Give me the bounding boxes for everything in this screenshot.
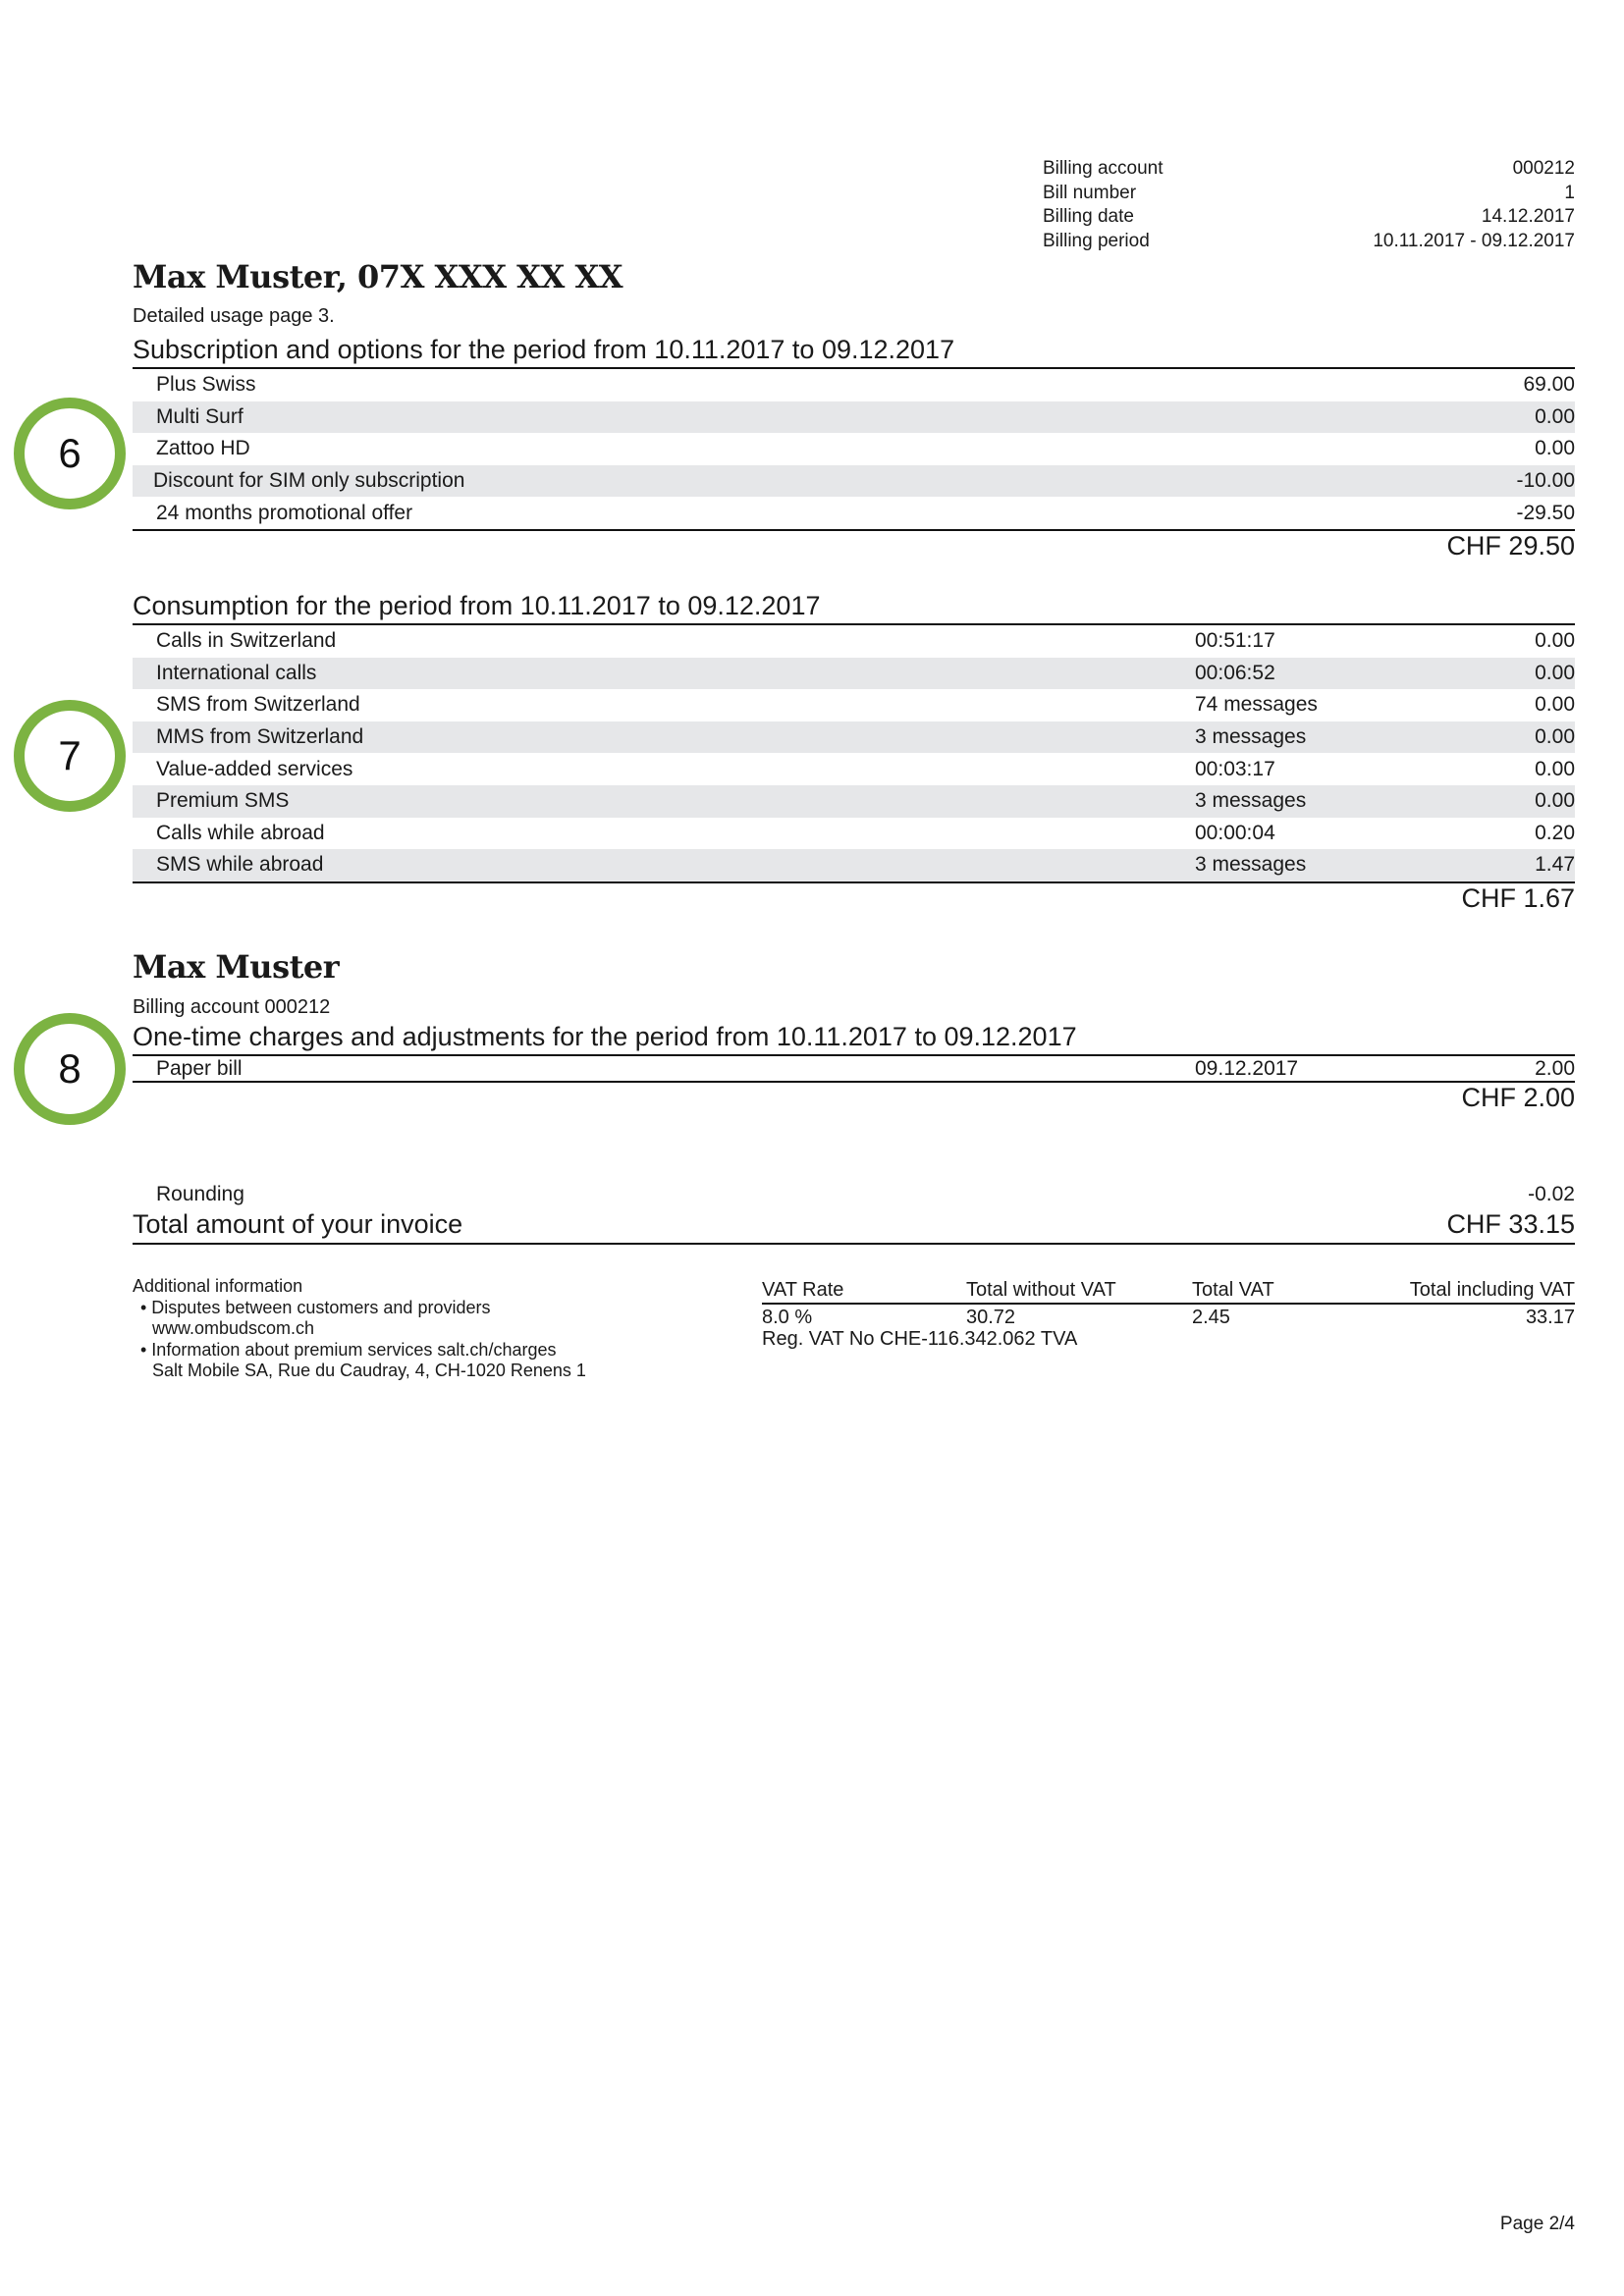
table-row: Calls while abroad 00:00:04 0.20: [156, 821, 1575, 844]
invoice-total-value: CHF 33.15: [1446, 1209, 1575, 1239]
one-time-heading: One-time charges and adjustments for the period from 10.11.2017 to 09.12.2017: [133, 1022, 1077, 1051]
marker-6: 6: [14, 398, 126, 509]
meta-billing-account: Billing account 000212: [1043, 158, 1575, 179]
vat-header-row: [762, 1277, 1575, 1305]
meta-billing-period: Billing period 10.11.2017 - 09.12.2017: [1043, 230, 1575, 251]
table-row: Plus Swiss 69.00: [156, 373, 1575, 397]
table-row: Paper bill 09.12.2017 2.00: [156, 1056, 1575, 1080]
ombudscom-link: www.ombudscom.ch: [152, 1318, 315, 1338]
additional-info-title: Additional information: [133, 1276, 303, 1296]
page-number: Page 2/4: [1499, 2214, 1575, 2234]
consumption-heading: Consumption for the period from 10.11.2017 to 09.12.2017: [133, 591, 821, 620]
premium-services-info: • Information about premium services salt.ch/charges: [140, 1339, 557, 1360]
consumption-total: CHF 1.67: [1461, 883, 1575, 913]
billing-meta: [1043, 157, 1575, 253]
vat-rate-value: 8.0 %: [762, 1307, 813, 1328]
table-row: SMS from Switzerland 74 messages 0.00: [156, 693, 1575, 717]
table-row: Calls in Switzerland 00:51:17 0.00: [156, 629, 1575, 653]
invoice-total-label: Total amount of your invoice: [133, 1209, 463, 1239]
subscription-table: [133, 367, 1575, 531]
meta-bill-number: Bill number 1: [1043, 182, 1575, 203]
vat-header-rate: VAT Rate: [762, 1279, 844, 1301]
marker-7: 7: [14, 700, 126, 812]
table-row: Value-added services 00:03:17 0.00: [156, 757, 1575, 780]
disputes-info: • Disputes between customers and providers: [140, 1297, 491, 1317]
vat-value-row: [762, 1305, 1575, 1330]
company-address: Salt Mobile SA, Rue du Caudray, 4, CH-1020 Renens 1: [152, 1361, 586, 1380]
billing-account-line: Billing account 000212: [133, 996, 331, 1018]
account-holder-name: Max Muster: [133, 948, 340, 986]
vat-header-without: Total without VAT: [966, 1279, 1116, 1301]
vat-registration: Reg. VAT No CHE-116.342.062 TVA: [762, 1328, 1078, 1350]
subscription-total: CHF 29.50: [1446, 531, 1575, 561]
meta-billing-date: Billing date 14.12.2017: [1043, 206, 1575, 227]
rounding-value: -0.02: [1528, 1183, 1575, 1205]
invoice-total-row: [133, 1209, 1575, 1245]
marker-8: 8: [14, 1013, 126, 1125]
table-row: International calls 00:06:52 0.00: [133, 658, 1575, 690]
vat-including-value: 33.17: [1525, 1307, 1575, 1328]
rounding-label: Rounding: [156, 1183, 244, 1205]
table-row: Premium SMS 3 messages 0.00: [133, 785, 1575, 818]
vat-amount-value: 2.45: [1192, 1307, 1230, 1328]
detailed-usage-label: Detailed usage page 3.: [133, 305, 335, 327]
additional-information: [133, 1276, 586, 1382]
table-row: 24 months promotional offer -29.50: [156, 501, 1575, 524]
consumption-table: [133, 623, 1575, 883]
vat-without-value: 30.72: [966, 1307, 1016, 1328]
one-time-total: CHF 2.00: [1461, 1083, 1575, 1112]
table-row: Discount for SIM only subscription -10.00: [133, 465, 1575, 498]
table-row: MMS from Switzerland 3 messages 0.00: [133, 721, 1575, 754]
table-row: Zattoo HD 0.00: [156, 437, 1575, 460]
table-row: Multi Surf 0.00: [133, 401, 1575, 434]
subscription-heading: Subscription and options for the period from 10.11.2017 to 09.12.2017: [133, 335, 955, 364]
customer-title: Max Muster, 07X XXX XX XX: [133, 258, 623, 295]
vat-table: [762, 1277, 1575, 1351]
table-row: SMS while abroad 3 messages 1.47: [133, 849, 1575, 881]
vat-header-vat: Total VAT: [1192, 1279, 1274, 1301]
vat-header-including: Total including VAT: [1409, 1279, 1575, 1301]
one-time-table: [133, 1054, 1575, 1083]
